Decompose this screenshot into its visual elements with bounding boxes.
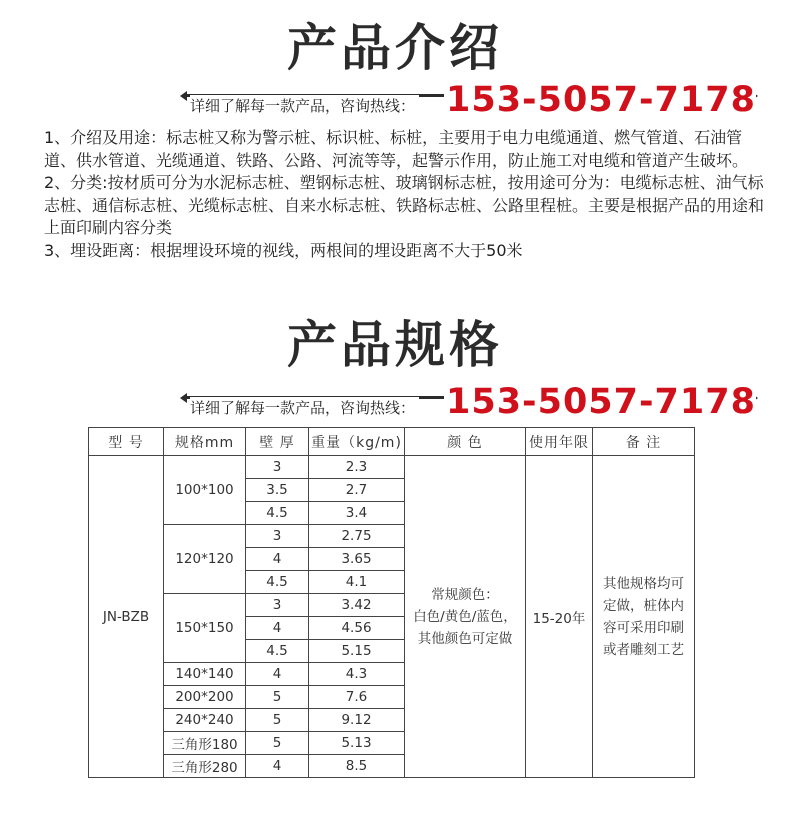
weight-cell: 2.7 (309, 479, 405, 502)
thickness-cell: 4 (246, 663, 309, 686)
weight-cell: 4.1 (309, 571, 405, 594)
thickness-cell: 5 (246, 732, 309, 755)
weight-cell: 8.5 (309, 755, 405, 778)
spec-cell: 100*100 (164, 456, 246, 525)
intro-text (44, 127, 764, 262)
header-service-life: 使用年限 (526, 428, 593, 456)
header-note: 备 注 (593, 428, 695, 456)
weight-cell: 3.4 (309, 502, 405, 525)
intro-title: 产品介绍 (287, 19, 503, 77)
note-line: 定做，桩体内 (603, 597, 684, 614)
header-weight: 重量（kg/m) (309, 428, 405, 456)
color-line: 白色/黄色/蓝色， (413, 608, 517, 625)
service-life-cell: 15-20年 (526, 456, 593, 778)
thickness-cell: 5 (246, 686, 309, 709)
thickness-cell: 4.5 (246, 571, 309, 594)
header-spec: 规格mm (164, 428, 246, 456)
spec-hotline (0, 376, 790, 422)
weight-cell: 4.56 (309, 617, 405, 640)
weight-cell: 4.3 (309, 663, 405, 686)
hotline-number: 153-5057-7178 (446, 80, 756, 120)
table-row (89, 456, 695, 479)
intro-hotline (0, 74, 790, 120)
intro-paragraph-category: 2、分类:按材质可分为水泥标志桩、塑钢标志桩、玻璃钢标志桩，按用途可分为：电缆标志桩、油气标志桩、通信标志桩、光缆标志桩、自来水标志桩、铁路标志桩、公路里程桩。主要是根据产品的用途和上面印刷内容分类 (44, 173, 765, 237)
header-color: 颜 色 (405, 428, 526, 456)
spec-cell: 140*140 (164, 663, 246, 686)
thickness-cell: 3 (246, 594, 309, 617)
thickness-cell: 4.5 (246, 502, 309, 525)
weight-cell: 5.15 (309, 640, 405, 663)
intro-paragraph-distance: 3、埋设距离：根据埋设环境的视线，两根间的埋设距离不大于50米 (44, 240, 523, 260)
thickness-cell: 5 (246, 709, 309, 732)
weight-cell: 2.75 (309, 525, 405, 548)
spec-table (88, 427, 695, 778)
spec-title: 产品规格 (287, 316, 503, 374)
thickness-cell: 4 (246, 755, 309, 778)
header-thickness: 壁 厚 (246, 428, 309, 456)
color-line: 其他颜色可定做 (417, 630, 513, 647)
spec-cell: 三角形180 (164, 732, 246, 755)
spec-table-body (89, 456, 695, 778)
model-cell: JN-BZB (89, 456, 164, 778)
thickness-cell: 3 (246, 525, 309, 548)
color-cell (405, 456, 526, 778)
spec-table-header (89, 428, 695, 456)
note-cell (593, 456, 695, 778)
spec-cell: 200*200 (164, 686, 246, 709)
weight-cell: 3.42 (309, 594, 405, 617)
thickness-cell: 3 (246, 456, 309, 479)
weight-cell: 7.6 (309, 686, 405, 709)
intro-paragraph-usage: 1、介绍及用途：标志桩又称为警示桩、标识桩、标桩，主要用于电力电缆通道、燃气管道、石油管道、供水管道、光缆通道、铁路、公路、河流等等，起警示作用，防止施工对电缆和管道产生破坏。 (44, 128, 749, 170)
hotline-prompt: 详细了解每一款产品，咨询热线： (190, 397, 419, 418)
note-line: 容可采用印刷 (603, 619, 684, 636)
weight-cell: 9.12 (309, 709, 405, 732)
color-line: 常规颜色： (431, 586, 499, 603)
weight-cell: 2.3 (309, 456, 405, 479)
header-model: 型 号 (89, 428, 164, 456)
thickness-cell: 3.5 (246, 479, 309, 502)
spec-cell: 120*120 (164, 525, 246, 594)
thickness-cell: 4 (246, 548, 309, 571)
spec-cell: 150*150 (164, 594, 246, 663)
weight-cell: 5.13 (309, 732, 405, 755)
note-line: 其他规格均可 (603, 575, 684, 592)
spec-cell: 三角形280 (164, 755, 246, 778)
weight-cell: 3.65 (309, 548, 405, 571)
thickness-cell: 4.5 (246, 640, 309, 663)
spec-cell: 240*240 (164, 709, 246, 732)
hotline-number: 153-5057-7178 (446, 382, 756, 422)
hotline-prompt: 详细了解每一款产品，咨询热线： (190, 95, 419, 116)
thickness-cell: 4 (246, 617, 309, 640)
note-line: 或者雕刻工艺 (603, 641, 684, 658)
